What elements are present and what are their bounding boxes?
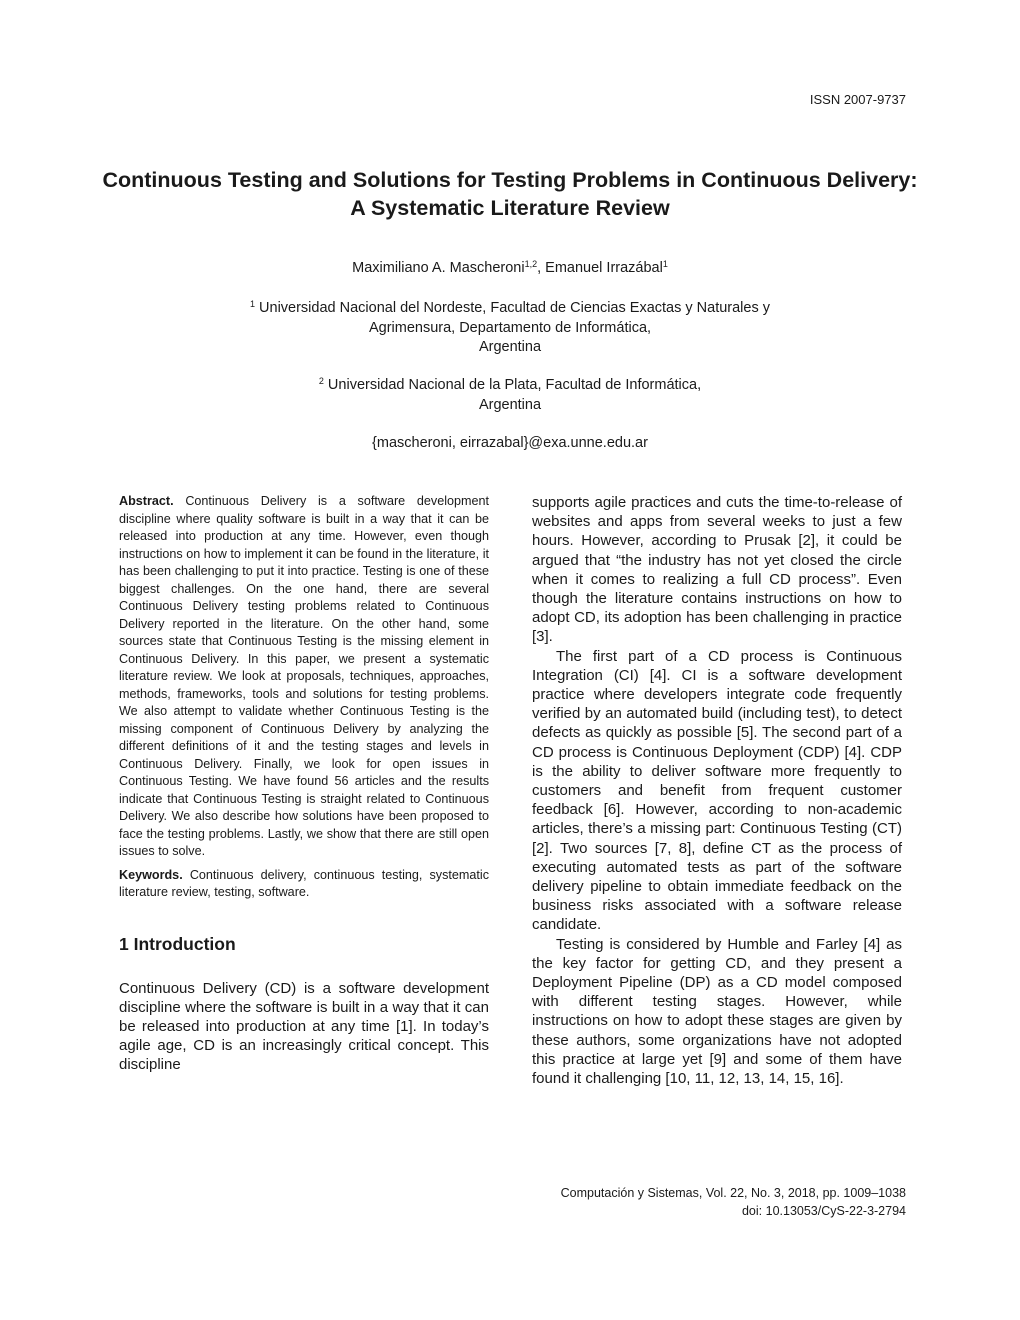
affiliation-line: Argentina xyxy=(478,396,542,413)
affiliation-line: Argentina xyxy=(478,339,542,355)
author-name: Maximiliano A. Mascheroni xyxy=(352,260,525,276)
affiliation-line: Universidad Nacional del Nordeste, Facultad de Ciencias Exactas y Naturales y xyxy=(255,300,770,316)
keywords-paragraph xyxy=(119,867,489,902)
intro-paragraph: Testing is considered by Humble and Farley [4] as the key factor for getting CD, and they present a Deployment Pipeline (DP) as a CD model composed with different testing stages. However, while instructions on how to adopt these stages are given by these authors, some organizations have not adopted this practice at large yet [9] and some of them have found it challenging [10, 11, 12, 13, 14, 15, 16]. xyxy=(532,935,902,1088)
author-name: Emanuel Irrazábal xyxy=(545,260,663,276)
author-separator: , xyxy=(537,260,546,276)
author-affiliation-marker: 1,2 xyxy=(524,259,538,269)
affiliation-marker: 1 xyxy=(249,299,255,309)
intro-paragraph: The first part of a CD process is Continuous Integration (CI) [4]. CI is a software development practice where developers integrate code frequently verified by an automated build (including test), to detect defects as quickly as possible [5]. The second part of a CD process is Continuous Deployment (CDP) [4]. CDP is the ability to deliver software more frequently to customers and benefit from frequent customer feedback [6]. However, according to non-academic articles, there’s a missing part: Continuous Testing (CT) [2]. Two sources [7, 8], define CT as the process of executing automated tests as part of the software delivery pipeline to obtain immediate feedback on the business risks associated with a software release candidate. xyxy=(532,647,902,934)
abstract-label: Abstract. xyxy=(119,494,174,508)
footer-journal-citation: Computación y Sistemas, Vol. 22, No. 3, 2018, pp. 1009–1038 xyxy=(560,1186,906,1200)
author-list xyxy=(0,260,1020,276)
intro-paragraph: Continuous Delivery (CD) is a software development discipline where the software is built in a way that it can be released into production at any time [1]. In today’s agile age, CD is an increasingly critical concept. This discipline xyxy=(119,979,489,1074)
affiliation-line: Agrimensura, Departamento de Informática, xyxy=(368,319,652,336)
abstract-paragraph xyxy=(119,493,489,861)
keywords-label: Keywords. xyxy=(119,867,183,882)
author-affiliation-marker: 1 xyxy=(662,259,668,269)
intro-paragraph: supports agile practices and cuts the time-to-release of websites and apps from several weeks to just a few hours. However, according to Prusak [2], it could be argued that “the industry has not yet closed the circle when it comes to realizing a full CD process”. Even though the literature contains instructions on how to adopt CD, its adoption has been challenging in practice [3]. xyxy=(532,494,902,646)
paper-title: Continuous Testing and Solutions for Testing Problems in Continuous Delivery: A Systematic Literature Review xyxy=(102,168,918,220)
footer-doi: doi: 10.13053/CyS-22-3-2794 xyxy=(741,1204,906,1218)
abstract-text: Continuous Delivery is a software development discipline where quality software is built in a way that it can be released into production at any time. However, even though instructions on how to implement it can be found in the literature, it has been challenging to put it into practice. Testing is one of these biggest challenges. On the one hand, there are several Continuous Delivery testing problems related to Continuous Delivery reported in the literature. On the other hand, some sources state that Continuous Testing is the missing element in Continuous Delivery. In this paper, we present a systematic literature review. We look at proposals, techniques, approaches, methods, frameworks, tools and solutions for testing problems. We also attempt to validate whether Continuous Testing is the missing component of Continuous Delivery by analyzing the different definitions of it and the testing stages and levels in Continuous Delivery. Finally, we look for open issues in Continuous Testing. We have found 56 articles and the results indicate that Continuous Testing is straight related to Continuous Delivery. We also describe how solutions have been proposed to face the testing problems. Lastly, we show that there are still open issues to solve. xyxy=(119,494,489,858)
issn-label: ISSN 2007-9737 xyxy=(809,92,906,107)
affiliation-line: Universidad Nacional de la Plata, Facultad de Informática, xyxy=(323,377,702,393)
keywords-text: Continuous delivery, continuous testing, systematic literature review, testing, software. xyxy=(119,867,489,899)
affiliation-marker: 2 xyxy=(318,376,324,386)
author-email: {mascheroni, eirrazabal}@exa.unne.edu.ar xyxy=(372,435,648,451)
affiliation-1 xyxy=(0,299,1020,358)
left-column xyxy=(119,493,489,1075)
affiliation-2 xyxy=(0,376,1020,415)
section-heading: 1 Introduction xyxy=(119,933,236,954)
right-column xyxy=(532,493,902,1088)
